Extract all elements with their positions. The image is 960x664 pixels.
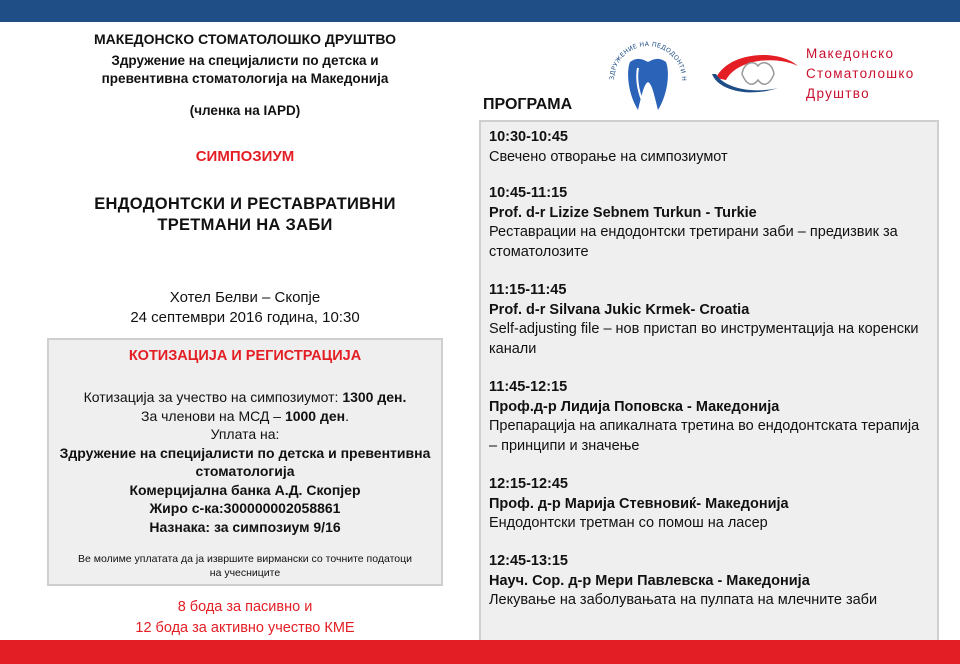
program-slot — [489, 128, 923, 167]
pediatric-association-logo — [600, 34, 696, 125]
account-number: Жиро с-ка:300000002058861 — [149, 500, 341, 516]
association-line-1: Здружение на специјалисти по детска и — [111, 53, 379, 68]
slot-speaker: Проф. д-р Марија Стевновиќ- Македонија — [489, 495, 789, 512]
tooth-logo-icon — [600, 34, 696, 120]
slot-speaker: Prof. d-r Lizize Sebnem Turkun - Turkie — [489, 204, 757, 221]
msd-name-line-3: Друштво — [806, 86, 870, 101]
cme-points-line-1: 8 бода за пасивно и — [177, 599, 313, 615]
slot-speaker: Науч. Сор. д-р Мери Павлевска - Македонија — [489, 572, 810, 589]
event-title-line-2: ТРЕТМАНИ НА ЗАБИ — [157, 216, 333, 234]
registration-box — [47, 338, 443, 586]
fee-value: 1300 ден. — [342, 389, 407, 405]
slot-topic: Лекување на заболувањата на пулпата на млечните заби — [489, 592, 878, 608]
program-slot — [489, 184, 923, 262]
payee-line-1: Здружение на специјалисти по детска и превентивна — [59, 444, 431, 461]
event-title — [40, 194, 450, 236]
slot-time: 10:30-10:45 — [489, 129, 568, 145]
cme-points — [47, 597, 443, 639]
slot-time: 10:45-11:15 — [489, 185, 568, 201]
slot-time: 12:15-12:45 — [489, 476, 568, 492]
payee-line-2: стоматологија — [195, 463, 295, 479]
membership-note: (членка на IAPD) — [189, 103, 301, 118]
slot-time: 12:45-13:15 — [489, 553, 568, 569]
slot-topic: Свечено отворање на симпозиумот — [489, 148, 728, 165]
association-line-2: превентивна стоматологија на Македонија — [101, 71, 389, 86]
msd-name-line-2: Стоматолошко — [806, 66, 915, 81]
event-venue: Хотел Белви – Скопје — [169, 289, 321, 306]
bank-name: Комерцијална банка А.Д. Скопјер — [129, 481, 361, 498]
program-slot — [489, 281, 923, 359]
organization-name: МАКЕДОНСКО СТОМАТОЛОШКО ДРУШТВО — [94, 31, 396, 47]
program-slot — [489, 378, 923, 456]
msd-name — [806, 44, 915, 104]
event-venue-block — [40, 288, 450, 328]
registration-title: КОТИЗАЦИЈА И РЕГИСТРАЦИЈА — [128, 348, 362, 364]
program-box — [479, 120, 939, 640]
bottom-color-bar — [0, 640, 960, 664]
cme-points-line-2: 12 бода за активно учество КМЕ — [135, 620, 355, 636]
member-fee-value: 1000 ден — [284, 407, 346, 424]
member-fee-label: За членови на МСД – — [140, 407, 282, 424]
slot-topic: Ендодонтски третман со помош на ласер — [489, 515, 768, 531]
member-fee-line: За членови на МСД – 1000 ден. — [140, 407, 350, 424]
fee-line — [49, 388, 441, 407]
top-color-bar — [0, 0, 960, 22]
msd-logo — [708, 44, 804, 105]
payment-purpose: Назнака: за симпозиум 9/16 — [149, 518, 341, 535]
slot-time: 11:15-11:45 — [489, 282, 567, 298]
msd-swoosh-icon — [708, 44, 804, 100]
slot-topic: Self-adjusting file – нов пристап во инструментација на коренски канали — [489, 321, 919, 357]
slot-time: 11:45-12:15 — [489, 379, 568, 395]
registration-details — [49, 388, 441, 536]
event-datetime: 24 септември 2016 година, 10:30 — [130, 309, 360, 326]
payment-note-line-1: Ве молиме уплатата да ја извршите вирмански со точните податоци — [78, 553, 412, 565]
payment-label: Уплата на: — [210, 426, 280, 442]
fee-label: Котизација за учество на симпозиумот: — [83, 389, 339, 405]
slot-speaker: Prof. d-r Silvana Jukic Krmek- Croatia — [489, 301, 750, 318]
association-name — [40, 52, 450, 88]
payment-note-line-2: на учесниците — [209, 567, 281, 579]
msd-name-line-1: Македонско — [806, 46, 895, 61]
program-slot — [489, 552, 923, 611]
slot-speaker: Проф.д-р Лидија Поповска - Македонија — [489, 398, 780, 415]
program-slot — [489, 475, 923, 534]
payment-note — [59, 552, 431, 580]
slot-topic: Препарација на апикалната третина во ендодонтската терапија – принципи и значење — [489, 418, 920, 454]
slot-topic: Реставрации на ендодонтски третирани заби – предизвик за стоматолозите — [489, 224, 898, 260]
pediatric-logo-text: ЗДРУЖЕНИЕ НА ПЕДОДОНТИ Н — [608, 40, 688, 82]
event-title-line-1: ЕНДОДОНТСКИ И РЕСТАВРАТИВНИ — [94, 195, 396, 213]
event-type: СИМПОЗИУМ — [195, 148, 295, 165]
program-title: ПРОГРАМА — [483, 96, 573, 113]
